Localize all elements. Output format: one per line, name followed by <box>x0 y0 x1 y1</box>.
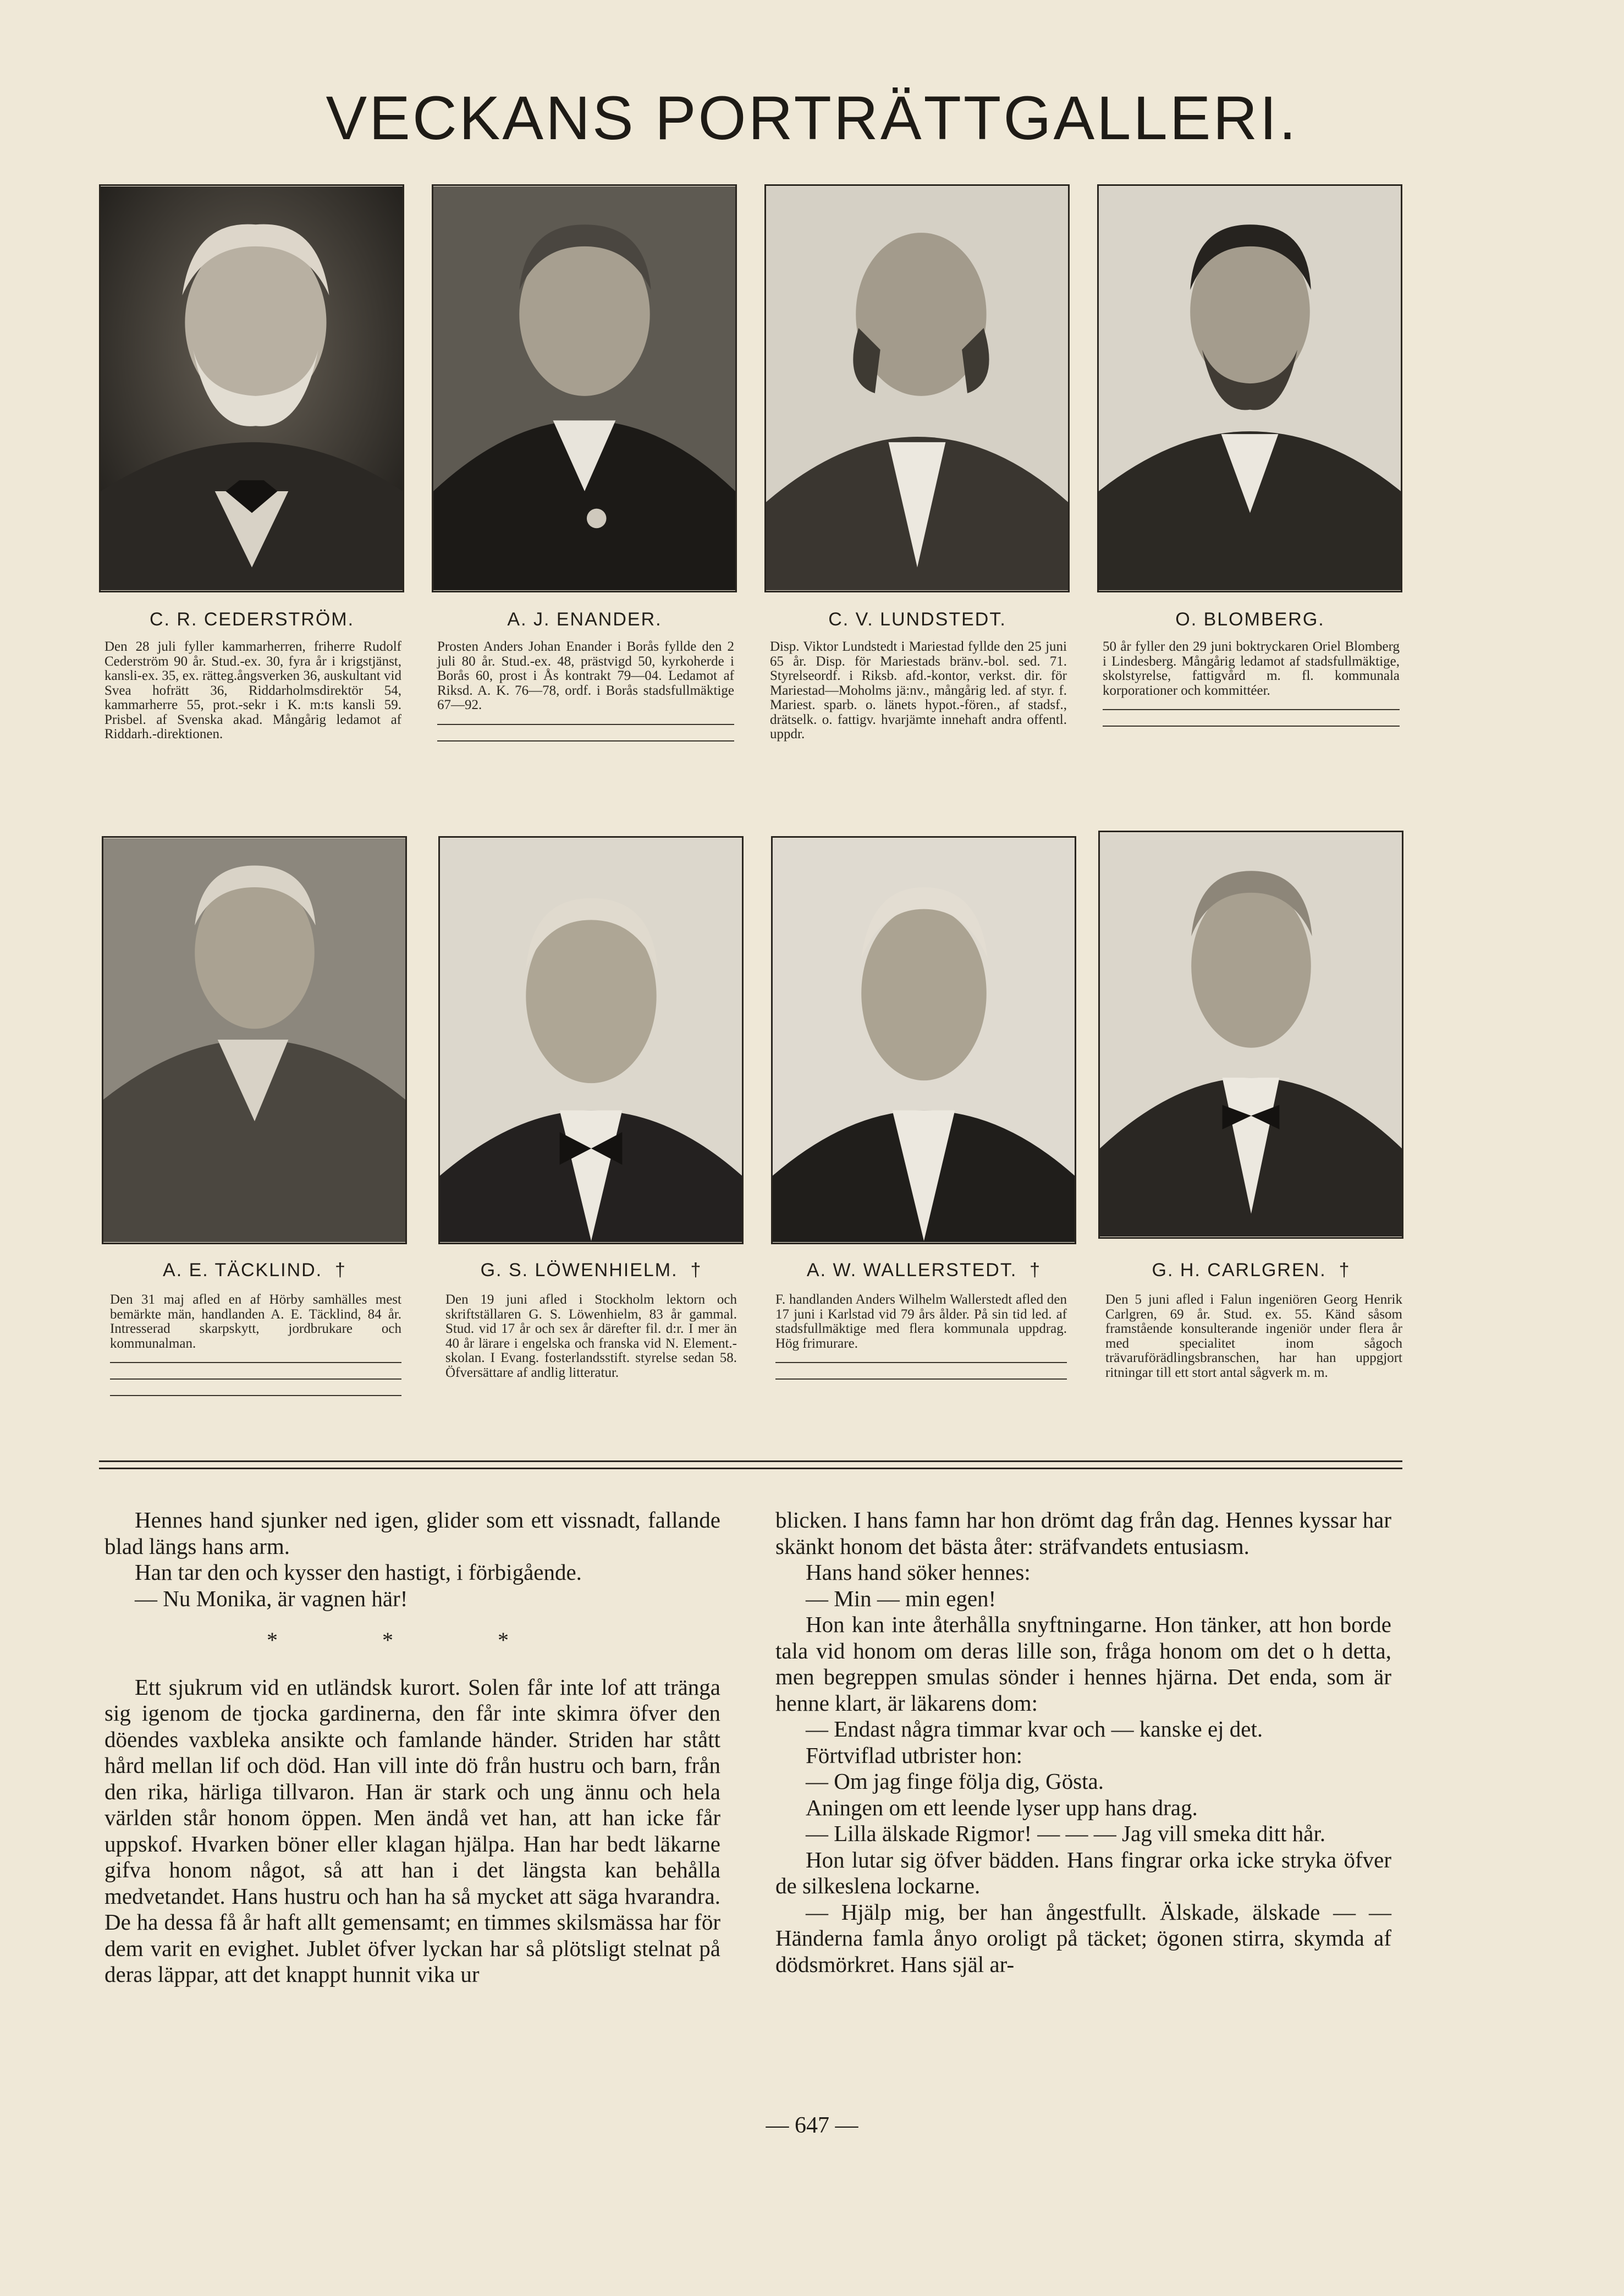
portrait-image <box>766 186 1068 591</box>
story-paragraph: Hennes hand sjunker ned igen, glider som ett vissnadt, fallande blad längs hans arm. <box>104 1507 720 1559</box>
page-title: VECKANS PORTRÄTTGALLERI. <box>326 84 1298 152</box>
bio-text: Prosten Anders Johan Enander i Borås fyllde den 2 juli 80 år. Stud.-ex. 48, prästvigd 50, kyrkoherde i Borås 60, prost i Ås kontrakt 79—04. Ledamot af Riksd. A. K. 76—78, ordf. i Borås stadsfullmäktige 67—92. <box>437 639 734 712</box>
portrait-image <box>440 838 742 1243</box>
story-paragraph: — Endast några timmar kvar och — kanske ej det. <box>806 1716 1263 1742</box>
portrait-name-1: C. R. CEDERSTRÖM. <box>149 609 355 630</box>
section-break: * * * <box>267 1628 558 1652</box>
portrait-bio-2 <box>437 640 734 741</box>
portrait-image <box>433 186 735 591</box>
portrait-image <box>103 838 405 1243</box>
bio-text: Den 28 juli fyller kammarherren, friherre Rudolf Cederström 90 år. Stud.-ex. 30, fyra år i krigstjänst, kansli-ex. 35, ex. rätteg.ångsverken 36, auskultant vid Svea hofrätt 36, Riddarholmsdirektör 54, kammarherre 55, prot.-sekr i K. m:ts kansli 59. Prisbel. af Svenska akad. Mångårig ledamot af Riddarh.-direktionen. <box>104 639 401 741</box>
story-paragraph: Han tar den och kysser den hastigt, i förbigående. <box>135 1559 582 1585</box>
story-paragraph: Hon kan inte återhålla snyftningarne. Hon tänker, att hon borde tala vid honom om deras lille son, fråga honom om det o h detta, men begreppen smulas sönder i hennes hjärna. Det enda, som är henne klart, är läkarens dom: <box>775 1612 1391 1716</box>
story-paragraph: — Nu Monika, är vagnen här! <box>135 1585 408 1611</box>
story-paragraph: — Lilla älskade Rigmor! — — — Jag vill smeka ditt hår. <box>806 1821 1326 1846</box>
portrait-photo-2 <box>432 184 737 592</box>
portrait-photo-8 <box>1098 831 1403 1239</box>
portrait-photo-1 <box>99 184 404 592</box>
divider <box>110 1395 401 1396</box>
portrait-image <box>1099 186 1401 591</box>
bio-text: 50 år fyller den 29 juni boktryckaren Oriel Blomberg i Lindesberg. Mångårig ledamot af stadsfullmäktige, skolstyrelse, fattigvård m. fl. kommunala korporationer och kommittéer. <box>1103 639 1400 698</box>
portrait-photo-5 <box>102 836 407 1244</box>
cross-icon: † <box>1339 1260 1351 1281</box>
name-text: A. W. WALLERSTEDT. <box>806 1260 1017 1281</box>
section-divider <box>99 1468 1402 1469</box>
portrait-photo-4 <box>1097 184 1402 592</box>
portrait-bio-3 <box>770 640 1067 742</box>
portrait-bio-5 <box>110 1293 401 1396</box>
bio-text: Disp. Viktor Lundstedt i Mariestad fyllde den 25 juni 65 år. Disp. för Mariestads bränv.-bol. sed. 71. Styrelseordf. i Riksb. afd.-kontor, verkst. dir. för Mariestad—Moholms jä:nv., mångårig led. af styr. f. Mariest. sparb. o. länets hypot.-fören., af stadsf., drätselk. o. fattigv. hvarjämte innehaft andra offentl. uppdr. <box>770 639 1067 741</box>
bio-text: Den 19 juni afled i Stockholm lektorn och skriftställaren G. S. Löwenhielm, 83 år gammal. Stud. vid 17 år och sex år därefter fil. d:r. I mer än 40 år lärare i engelska och franska vid N. Element.-skolan. I Evang. fosterlandsstift. styrelse sedan 58. Öfversättare af andlig litteratur. <box>445 1292 737 1380</box>
portrait-image <box>101 186 403 591</box>
portrait-image <box>773 838 1075 1243</box>
divider <box>775 1362 1067 1363</box>
portrait-photo-3 <box>764 184 1070 592</box>
portrait-name-2: A. J. ENANDER. <box>507 609 662 630</box>
story-paragraph: Hans hand söker hennes: <box>806 1559 1031 1585</box>
portrait-bio-6 <box>445 1293 737 1380</box>
portrait-bio-1 <box>104 640 401 742</box>
portrait-photo-7 <box>771 836 1076 1244</box>
divider <box>1103 709 1400 710</box>
name-text: G. S. LÖWENHIELM. <box>480 1260 678 1281</box>
story-paragraph: — Hjälp mig, ber han ångestfullt. Älskade, älskade — — Händerna famla ånyo oroligt på täcket; ögonen stirra, skymda af dödsmörkret. Hans själ ar- <box>775 1899 1391 1977</box>
page-number: — 647 — <box>766 2113 858 2138</box>
bio-text: Den 31 maj afled en af Hörby samhälles mest bemärkte män, handlanden A. E. Täcklind, 84 år. Intresserad skarpskytt, jordbrukare och kommunalman. <box>110 1292 401 1351</box>
cross-icon: † <box>690 1260 702 1281</box>
portrait-photo-6 <box>438 836 744 1244</box>
name-text: A. E. TÄCKLIND. <box>163 1260 323 1281</box>
portrait-image <box>1100 832 1402 1237</box>
section-divider <box>99 1460 1402 1462</box>
cross-icon: † <box>335 1260 346 1281</box>
story-column-right <box>775 1507 1391 1978</box>
portrait-bio-4 <box>1103 640 1400 727</box>
story-paragraph: Ett sjukrum vid en utländsk kurort. Solen får inte lof att tränga sig igenom de tjocka gardinerna, den får inte skimra öfver den döendes vaxbleka ansikte och famlande händer. Striden har stått hård mellan lif och död. Han vill inte dö från hustru och barn, från den rika, härliga tillvaron. Han är stark och ung ännu och hela världen står honom öppen. Men ändå vet han, att han icke får uppskof. Hvarken böner eller klagan hjälpa. Han har bedt läkarne gifva honom något, så att han i det längsta kan behålla medvetandet. Hans hustru och han ha så mycket att säga hvarandra. De ha dessa få år haft allt gemensamt; en timmes skilsmässa har för dem varit en evighet. Jublet öfver lyckan har så plötsligt stelnat på deras läppar, att det knappt hunnit vika ur <box>104 1674 720 1987</box>
story-paragraph: — Om jag finge följa dig, Gösta. <box>806 1768 1104 1794</box>
cross-icon: † <box>1030 1260 1042 1281</box>
story-column-left <box>104 1507 720 1988</box>
story-paragraph: blicken. I hans famn har hon drömt dag från dag. Hennes kyssar har skänkt honom det bästa åter: sträfvandets entusiasm. <box>775 1507 1391 1559</box>
story-paragraph: Aningen om ett leende lyser upp hans drag. <box>806 1794 1198 1820</box>
divider <box>1103 726 1400 727</box>
bio-text: Den 5 juni afled i Falun ingeniören Georg Henrik Carlgren, 69 år. Stud. ex. 55. Känd såsom framstående konsulterande ingeniör under flera år med specialitet inom sågoch trävaruförädlingsbranschen, har han uppgjort ritningar till ett stort antal sågverk m. m. <box>1105 1292 1402 1380</box>
portrait-bio-8 <box>1105 1293 1402 1380</box>
name-text: G. H. CARLGREN. <box>1152 1260 1326 1281</box>
divider <box>110 1378 401 1380</box>
portrait-name-7 <box>770 1260 1078 1281</box>
divider <box>437 740 734 741</box>
bio-text: F. handlanden Anders Wilhelm Wallerstedt afled den 17 juni i Karlstad vid 79 års ålder. På sin tid led. af stadsfullmäktige med flera kommunala uppdrag. Hög frimurare. <box>775 1292 1067 1351</box>
divider <box>775 1378 1067 1380</box>
portrait-name-4: O. BLOMBERG. <box>1175 609 1325 630</box>
divider <box>110 1362 401 1363</box>
portrait-name-5 <box>101 1260 409 1281</box>
story-paragraph: — Min — min egen! <box>806 1585 997 1611</box>
portrait-bio-7 <box>775 1293 1067 1380</box>
portrait-name-8 <box>1097 1260 1405 1281</box>
story-paragraph: Förtviflad utbrister hon: <box>806 1742 1023 1768</box>
portrait-name-3: C. V. LUNDSTEDT. <box>828 609 1006 630</box>
portrait-name-6 <box>437 1260 745 1281</box>
story-paragraph: Hon lutar sig öfver bädden. Hans fingrar orka icke stryka öfver de silkeslena lockarne. <box>775 1847 1391 1898</box>
divider <box>437 724 734 725</box>
